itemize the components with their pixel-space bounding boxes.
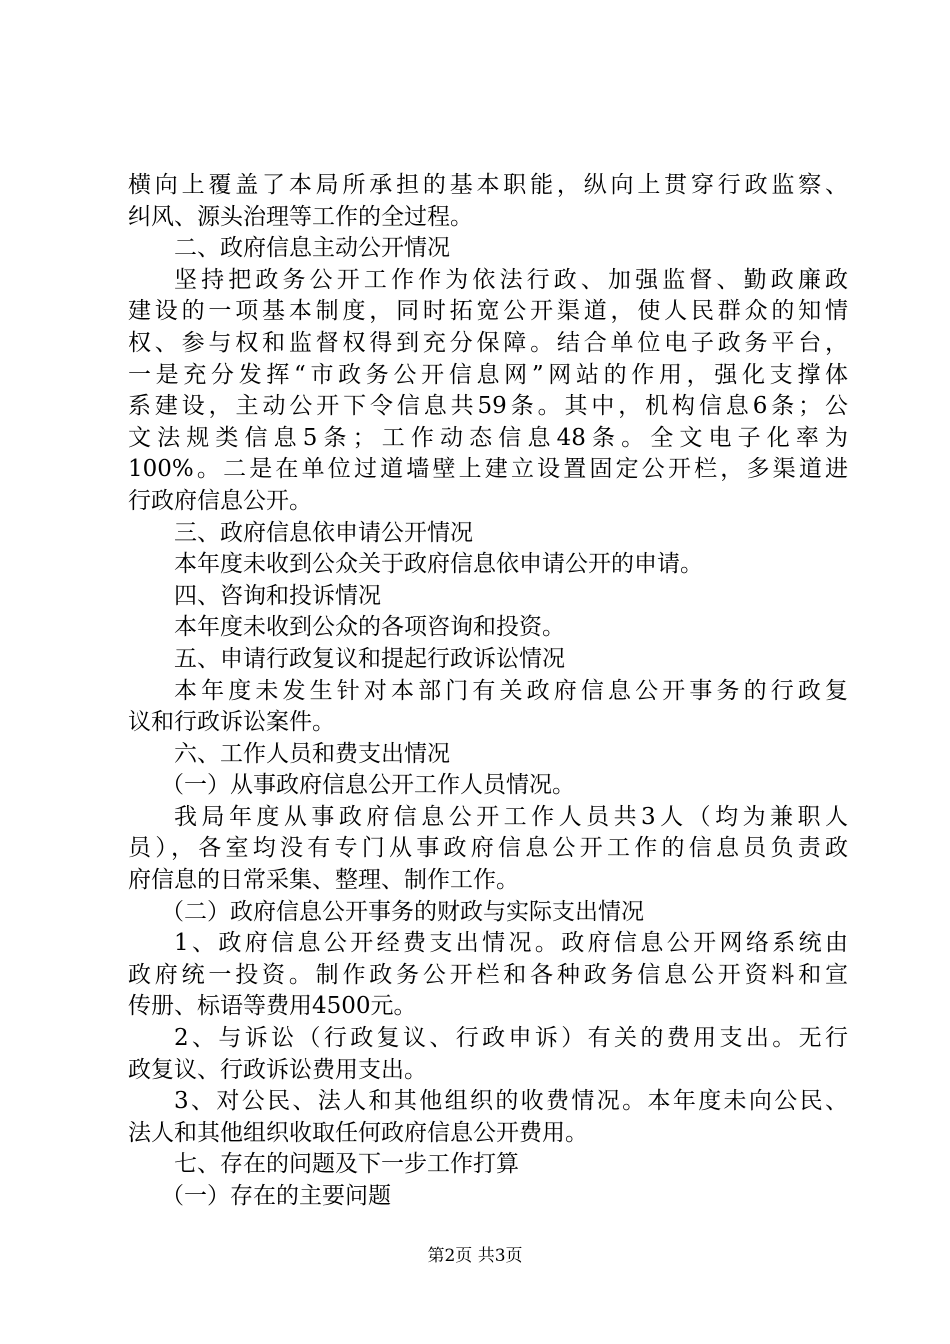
document-body bbox=[128, 170, 848, 1213]
text-line: 五、申请行政复议和提起行政诉讼情况 bbox=[174, 645, 565, 672]
text-line: 本年度未收到公众的各项咨询和投资。 bbox=[174, 614, 565, 641]
text-line: 六、工作人员和费支出情况 bbox=[174, 740, 450, 767]
text-line: 本年度未发生针对本部门有关政府信息公开事务的行政复 bbox=[174, 677, 848, 704]
text-line: 系建设，主动公开下令信息共59条。其中，机构信息6条；公 bbox=[128, 393, 848, 420]
text-line: 本年度未收到公众关于政府信息依申请公开的申请。 bbox=[174, 551, 703, 578]
text-line: 我局年度从事政府信息公开工作人员共3人（均为兼职人 bbox=[174, 803, 848, 830]
text-line: 三、政府信息依申请公开情况 bbox=[174, 519, 473, 546]
text-line: 政复议、行政诉讼费用支出。 bbox=[128, 1056, 427, 1083]
text-line: （二）政府信息公开事务的财政与实际支出情况 bbox=[161, 898, 644, 925]
text-line: （一）存在的主要问题 bbox=[161, 1183, 391, 1209]
text-line: 四、咨询和投诉情况 bbox=[174, 582, 381, 609]
text-line: 政府统一投资。制作政务公开栏和各种政务信息公开资料和宣 bbox=[128, 961, 848, 988]
text-line: 员），各室均没有专门从事政府信息公开工作的信息员负责政 bbox=[128, 835, 848, 862]
text-line: （一）从事政府信息公开工作人员情况。 bbox=[161, 772, 575, 799]
text-line: 府信息的日常采集、整理、制作工作。 bbox=[128, 867, 519, 894]
text-line: 二、政府信息主动公开情况 bbox=[174, 235, 450, 262]
text-line: 3、对公民、法人和其他组织的收费情况。本年度未向公民、 bbox=[174, 1088, 848, 1115]
text-line: 纠风、源头治理等工作的全过程。 bbox=[128, 203, 473, 230]
text-line: 建设的一项基本制度，同时拓宽公开渠道，使人民群众的知情 bbox=[128, 298, 848, 325]
text-line: 1、政府信息公开经费支出情况。政府信息公开网络系统由 bbox=[174, 930, 848, 957]
text-line: 议和行政诉讼案件。 bbox=[128, 709, 335, 736]
text-line: 行政府信息公开。 bbox=[128, 487, 312, 514]
text-line: 文法规类信息5条；工作动态信息48条。全文电子化率为 bbox=[128, 424, 848, 451]
text-line: 法人和其他组织收取任何政府信息公开费用。 bbox=[128, 1119, 588, 1146]
text-line: 七、存在的问题及下一步工作打算 bbox=[174, 1151, 519, 1178]
text-line: 一是充分发挥“市政务公开信息网”网站的作用，强化支撑体 bbox=[128, 361, 848, 388]
page-footer: 第2页 共3页 bbox=[427, 1246, 523, 1266]
text-line: 2、与诉讼（行政复议、行政申诉）有关的费用支出。无行 bbox=[174, 1025, 848, 1052]
text-line: 横向上覆盖了本局所承担的基本职能，纵向上贯穿行政监察、 bbox=[128, 172, 848, 198]
text-line: 权、参与权和监督权得到充分保障。结合单位电子政务平台， bbox=[128, 329, 848, 356]
text-line: 传册、标语等费用4500元。 bbox=[128, 993, 417, 1020]
text-line: 坚持把政务公开工作作为依法行政、加强监督、勤政廉政 bbox=[174, 266, 848, 293]
text-line: 100%。二是在单位过道墙壁上建立设置固定公开栏，多渠道进 bbox=[128, 456, 848, 483]
